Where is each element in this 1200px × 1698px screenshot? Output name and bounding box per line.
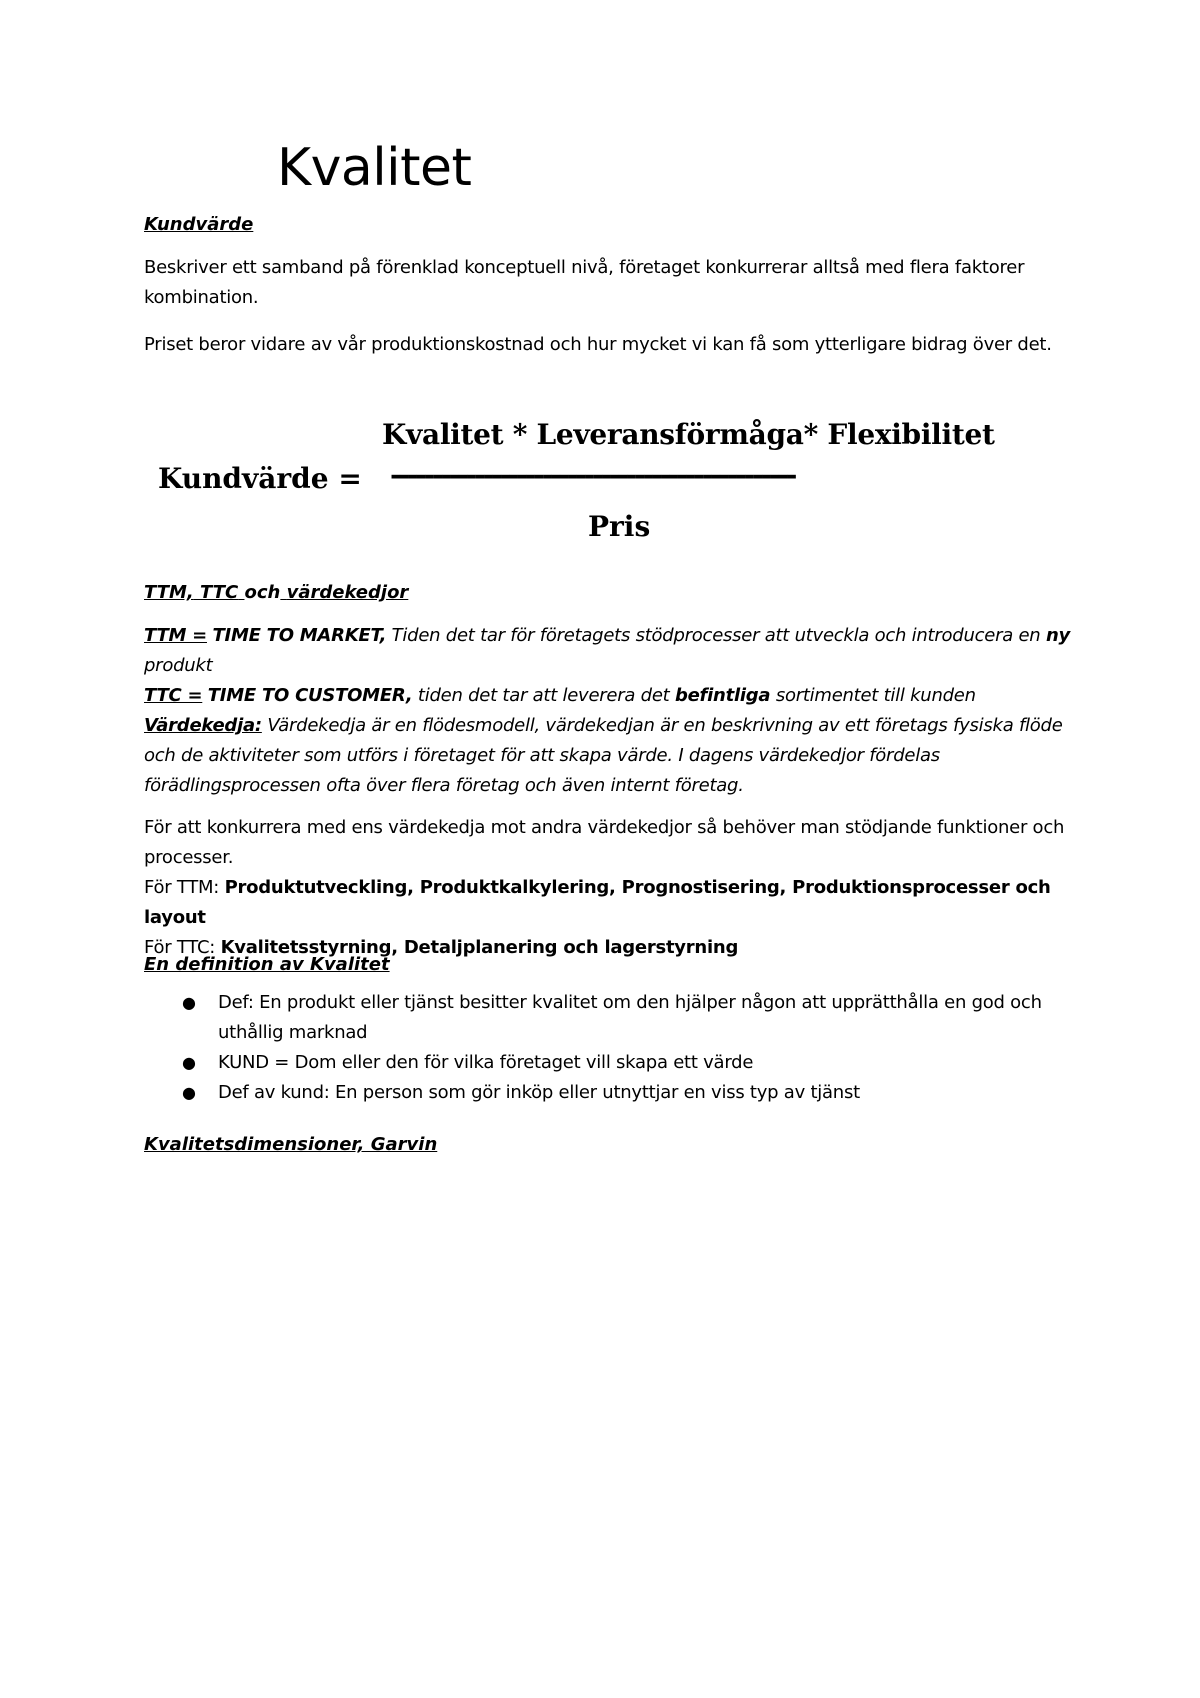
ttm-ny: ny bbox=[1045, 625, 1071, 646]
list-item bbox=[144, 988, 1074, 1048]
paragraph-samband-text: Beskriver ett samband på förenklad konceptuell nivå, företaget konkurrerar alltså med flera faktorer kombination. bbox=[144, 257, 1025, 308]
list-item bbox=[144, 1048, 1074, 1078]
ttm-text: Tiden det tar för företagets stödprocesser att utveckla och introducera en bbox=[391, 625, 1041, 646]
vardekedja-text: Värdekedja är en flödesmodell, värdekedjan är en beskrivning av ett företags fysiska flöde och de aktiviteter som utförs i företaget för att skapa värde. I dagens värdekedjor fördelas förädlingsprocessen ofta över flera företag och även internt företag. bbox=[144, 715, 1063, 796]
ttc-text-2: sortimentet till kunden bbox=[775, 685, 976, 706]
ttm-expansion: TIME TO MARKET, bbox=[212, 625, 387, 646]
konkurrens-text: För att konkurrera med ens värdekedja mot andra värdekedjor så behöver man stödjande funktioner och processer. bbox=[144, 817, 1065, 868]
for-ttc-items: Kvalitetsstyrning, Detaljplanering och lagerstyrning bbox=[220, 937, 739, 958]
heading-vardekedjor-part: värdekedjor bbox=[286, 582, 409, 603]
formula-denominator: Pris bbox=[588, 510, 651, 543]
bullet-icon: ● bbox=[182, 993, 196, 1012]
definition-bullet-list bbox=[144, 988, 1074, 1108]
heading-kundvarde: Kundvärde bbox=[144, 214, 254, 235]
heading-ttm-ttc bbox=[144, 584, 408, 602]
ttc-text-1: tiden det tar att leverera det bbox=[417, 685, 670, 706]
ttm-label: TTM = bbox=[144, 625, 207, 646]
list-item-text: KUND = Dom eller den för vilka företaget vill skapa ett värde bbox=[218, 1052, 754, 1073]
list-item-text: Def: En produkt eller tjänst besitter kvalitet om den hjälper någon att upprätthålla en god och uthållig marknad bbox=[218, 992, 1042, 1043]
konkurrens-block bbox=[144, 813, 1074, 963]
ttc-label: TTC = bbox=[144, 685, 203, 706]
definitions-block bbox=[144, 621, 1074, 801]
heading-kvalitetsdimensioner: Kvalitetsdimensioner, Garvin bbox=[144, 1134, 438, 1155]
paragraph-priset-text: Priset beror vidare av vår produktionskostnad och hur mycket vi kan få som ytterligare bidrag över det. bbox=[144, 334, 1052, 355]
ttc-befintliga: befintliga bbox=[674, 685, 771, 706]
for-ttm-items: Produktutveckling, Produktkalkylering, Prognostisering, Produktionsprocesser och layout bbox=[144, 877, 1051, 928]
kundvarde-formula bbox=[140, 418, 1040, 550]
list-item bbox=[144, 1078, 1074, 1108]
ttm-definition bbox=[144, 621, 1074, 681]
list-item-text: Def av kund: En person som gör inköp eller utnyttjar en viss typ av tjänst bbox=[218, 1082, 860, 1103]
ttc-expansion: TIME TO CUSTOMER, bbox=[207, 685, 413, 706]
heading-ttm-part: TTM, bbox=[144, 582, 194, 603]
paragraph-priset bbox=[144, 330, 1074, 360]
for-ttm-line bbox=[144, 873, 1074, 933]
ttm-produkt: produkt bbox=[144, 655, 213, 676]
vardekedja-label: Värdekedja: bbox=[144, 715, 262, 736]
document-title: Kvalitet bbox=[277, 138, 472, 198]
heading-och-part: och bbox=[244, 582, 281, 603]
vardekedja-definition bbox=[144, 711, 1074, 801]
formula-lhs: Kundvärde = bbox=[158, 462, 362, 495]
paragraph-samband bbox=[144, 253, 1074, 313]
formula-fraction-bar: ------------------------------------------------ bbox=[390, 458, 795, 491]
bullet-icon: ● bbox=[182, 1053, 196, 1072]
heading-definition-kvalitet: En definition av Kvalitet bbox=[144, 954, 390, 975]
for-ttc-label: För TTC: bbox=[144, 937, 216, 958]
ttc-definition bbox=[144, 681, 1074, 711]
bullet-icon: ● bbox=[182, 1083, 196, 1102]
heading-ttc-part: TTC bbox=[200, 582, 239, 603]
formula-numerator: Kvalitet * Leveransförmåga* Flexibilitet bbox=[382, 418, 995, 451]
for-ttm-label: För TTM: bbox=[144, 877, 220, 898]
